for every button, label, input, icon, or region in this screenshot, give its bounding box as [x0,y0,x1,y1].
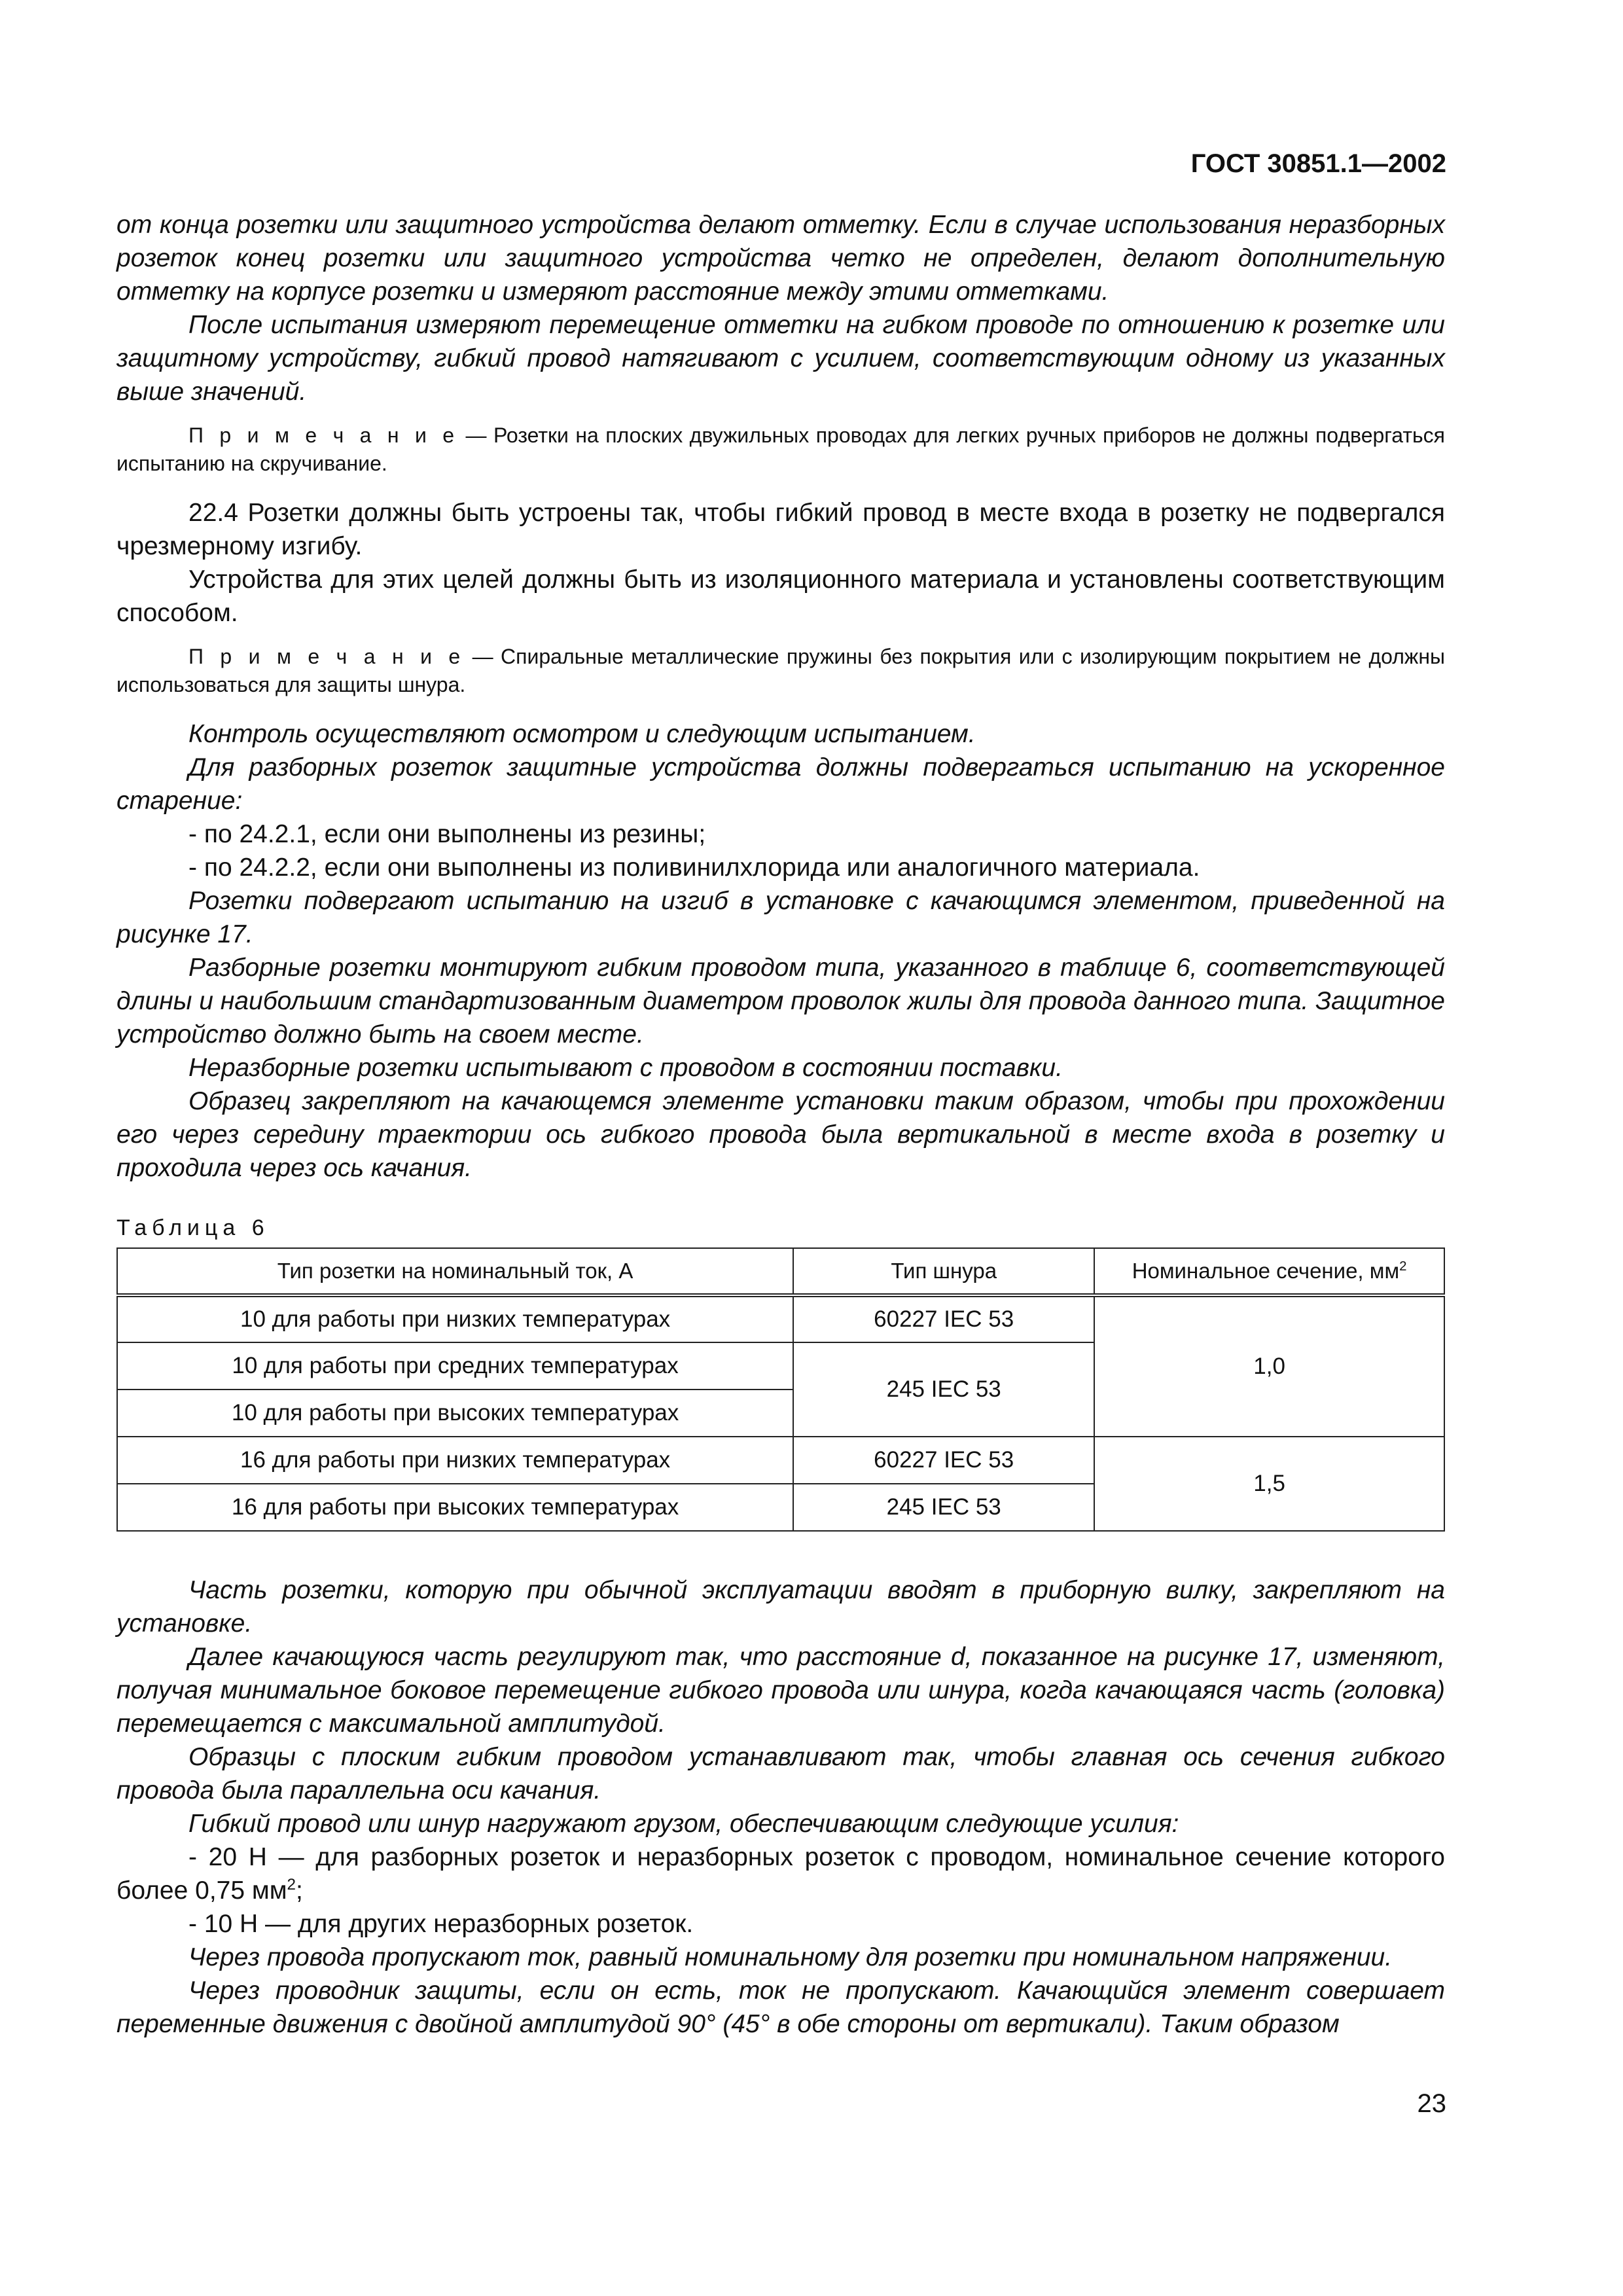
table-6 [116,1247,1445,1532]
cell-section: 1,5 [1094,1437,1444,1531]
table-row [117,1295,1444,1342]
paragraph: Через провода пропускают ток, равный номинальному для розетки при номинальном напряжении. [188,1943,1393,1971]
paragraph: Розетки подвергают испытанию на изгиб в установке с качающимся элементом, приведенной на рисунке 17. [116,887,1445,948]
paragraph: Через проводник защиты, если он есть, ток не пропускают. Качающийся элемент совершает переменные движения с двойной амплитудой 90° (45° в обе стороны от вертикали). Таким образом [116,1977,1445,2038]
note-twisting [116,422,1445,478]
paragraph: Контроль осуществляют осмотром и следующим испытанием. [188,720,976,748]
blocks-control [116,717,1445,1185]
paragraph: Часть розетки, которую при обычной эксплуатации вводят в приборную вилку, закрепляют на установке. [116,1576,1445,1638]
header-nominal-section: Номинальное сечение, $мм^2$ [1094,1248,1444,1295]
blocks-top [116,208,1445,408]
paragraph: Устройства для этих целей должны быть из изоляционного материала и установлены соответствующим способом. [116,565,1445,627]
cell-cord: 60227 IEC 53 [793,1437,1094,1484]
note-label: П р и м е ч а н и е [188,645,465,668]
header-cord-type: Тип шнура [793,1248,1094,1295]
cell-socket: 10 для работы при средних температурах [117,1342,793,1390]
cell-socket: 10 для работы при низких температурах [117,1295,793,1342]
paragraph: - 10 Н — для других неразборных розеток. [188,1910,694,1938]
paragraph: Далее качающуюся часть регулируют так, что расстояние d, показанное на рисунке 17, изменяют, получая минимальное боковое перемещение гибкого провода или шнура, когда качающаяся часть (головка) перемещается с максимальной амплитудой. [116,1643,1445,1738]
cell-socket: 10 для работы при высоких температурах [117,1390,793,1437]
blocks-end [116,1907,1445,2041]
document-header: ГОСТ 30851.1—2002 [1190,149,1446,178]
paragraph: Разборные розетки монтируют гибким проводом типа, указанного в таблице 6, соответствующей длины и наибольшим стандартизованным диаметром проволок жилы для провода данного типа. Защитное устройство должно быть на своем месте. [116,954,1445,1049]
paragraph: Гибкий провод или шнур нагружают грузом, обеспечивающим следующие усилия: [188,1810,1179,1838]
page-number: 23 [1417,2089,1446,2118]
paragraph: Образец закрепляют на качающемся элементе установки таким образом, чтобы при прохождении его через середину траектории ось гибкого провода была вертикальной в месте входа в розетку и проходила через ось качания. [116,1087,1445,1182]
cell-socket: 16 для работы при низких температурах [117,1437,793,1484]
paragraph: Образцы с плоским гибким проводом устанавливают так, чтобы главная ось сечения гибкого провода была параллельна оси качания. [116,1743,1445,1804]
note-text: — Спиральные металлические пружины без покрытия или с изолирующим покрытием не должны использоваться для защиты шнура. [116,645,1446,696]
paragraph: - по 24.2.2, если они выполнены из поливинилхлорида или аналогичного материала. [188,853,1200,882]
note-springs [116,643,1445,699]
blocks-mid [116,496,1445,630]
cell-cord: 60227 IEC 53 [793,1295,1094,1342]
table-row [117,1437,1444,1484]
cell-section: 1,0 [1094,1295,1444,1437]
force-item-20n: - 20 Н — для разборных розеток и неразборных розеток с проводом, номинальное сечение которого более 0,75 $мм^2$; [116,1843,1445,1905]
cell-socket: 16 для работы при высоких температурах [117,1484,793,1531]
paragraph: Для разборных розеток защитные устройства должны подвергаться испытанию на ускоренное старение: [116,753,1445,815]
cell-cord: 245 IEC 53 [793,1484,1094,1531]
header-socket-type: Тип розетки на номинальный ток, А [117,1248,793,1295]
blocks-bottom [116,1573,1445,1840]
paragraph: 22.4 Розетки должны быть устроены так, чтобы гибкий провод в месте входа в розетку не подвергался чрезмерному изгибу. [116,499,1445,560]
cell-cord: 245 IEC 53 [793,1342,1094,1437]
paragraph: После испытания измеряют перемещение отметки на гибком проводе по отношению к розетке или защитному устройству, гибкий провод натягивают с усилием, соответствующим одному из указанных выше значений. [116,311,1445,406]
table-title: Таблица 6 [116,1215,270,1240]
paragraph: Неразборные розетки испытывают с проводом в состоянии поставки. [188,1054,1063,1082]
paragraph: от конца розетки или защитного устройства делают отметку. Если в случае использования неразборных розеток конец розетки или защитного устройства четко не определен, делают дополнительную отметку на корпусе розетки и измеряют расстояние между этими отметками. [116,211,1445,306]
note-text: — Розетки на плоских двужильных проводах для легких ручных приборов не должны подвергаться испытанию на скручивание. [116,423,1446,475]
page-content [116,208,1445,2041]
paragraph: - по 24.2.1, если они выполнены из резины; [188,820,706,848]
note-label: П р и м е ч а н и е [188,423,459,447]
